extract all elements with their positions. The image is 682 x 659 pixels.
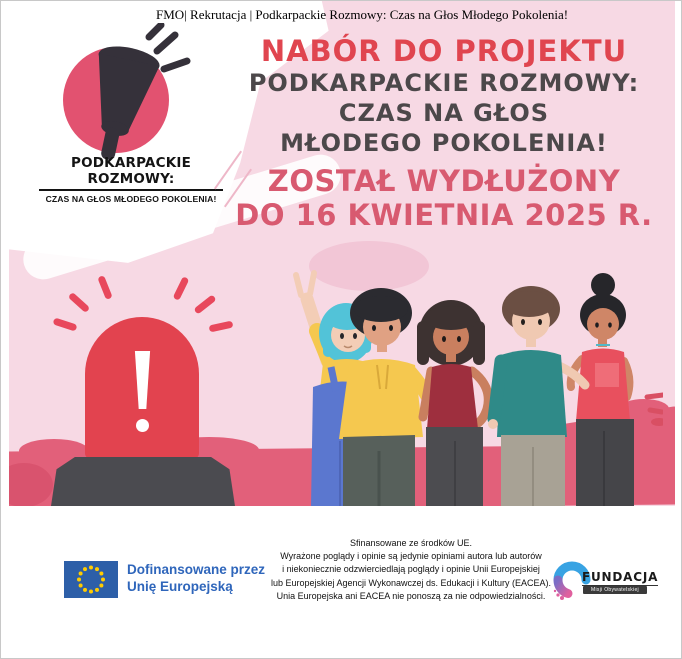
siren-base <box>51 457 235 506</box>
headline-line-6: DO 16 KWIETNIA 2025 R. <box>235 198 653 232</box>
siren-ray-icon <box>209 321 234 333</box>
fundacja-subtitle: Misji Obywatelskiej <box>583 586 647 594</box>
person-red-tee <box>571 273 634 506</box>
megaphone-icon <box>51 23 191 173</box>
exclamation-dot-icon <box>136 419 149 432</box>
headline-line-4: MŁODEGO POKOLENIA! <box>280 129 608 157</box>
disclaimer-line-4: lub Europejskiej Agencji Wykonawczej ds. Edukacji i Kultury (EACEA). <box>270 577 552 588</box>
siren-ray-icon <box>193 294 216 314</box>
disclaimer-line-5: Unia Europejska ani EACEA nie ponoszą za nie odpowiedzialności. <box>276 590 546 601</box>
disclaimer-line-1: Sfinansowane ze środków UE. <box>349 538 473 548</box>
poster-recruitment <box>9 1 675 506</box>
people-illustration <box>251 269 663 506</box>
red-scribbles <box>647 395 663 426</box>
headline-line-1: NABÓR DO PROJEKTU <box>260 34 628 68</box>
logo-title: PODKARPACKIE ROZMOWY: <box>39 155 223 191</box>
poster-headline <box>217 34 671 232</box>
headline-line-2: PODKARPACKIE ROZMOWY: <box>248 69 640 97</box>
fundacja-logo <box>549 554 669 610</box>
siren-ray-icon <box>173 276 190 301</box>
logo-subtitle: CZAS NA GŁOS MŁODEGO POKOLENIA! <box>45 194 217 204</box>
disclaimer-line-2: Wyrażone poglądy i opinie są jedynie opiniami autora lub autorów <box>280 551 542 562</box>
logo-text <box>39 155 223 204</box>
headline-line-5: ZOSTAŁ WYDŁUŻONY <box>267 164 621 198</box>
fundacja-name: FUNDACJA <box>582 570 659 584</box>
person-maroon-tank <box>417 300 488 506</box>
siren-ray-icon <box>53 317 78 331</box>
disclaimer-line-3: i niekoniecznie odzwierciedlają poglądy i opinie Unii Europejskiej <box>282 564 540 575</box>
siren-ray-icon <box>97 275 112 300</box>
eu-funding-line-1: Dofinansowane przez <box>127 562 266 577</box>
page-title: FMO| Rekrutacja | Podkarpackie Rozmowy: Czas na Głos Młodego Pokolenia! <box>156 7 569 22</box>
person-teal-tee <box>488 286 585 506</box>
headline-line-3: CZAS NA GŁOS <box>338 99 550 127</box>
eu-flag-icon <box>64 561 118 598</box>
eu-funding-line-2: Unię Europejską <box>127 579 233 594</box>
siren-ray-icon <box>68 292 91 313</box>
